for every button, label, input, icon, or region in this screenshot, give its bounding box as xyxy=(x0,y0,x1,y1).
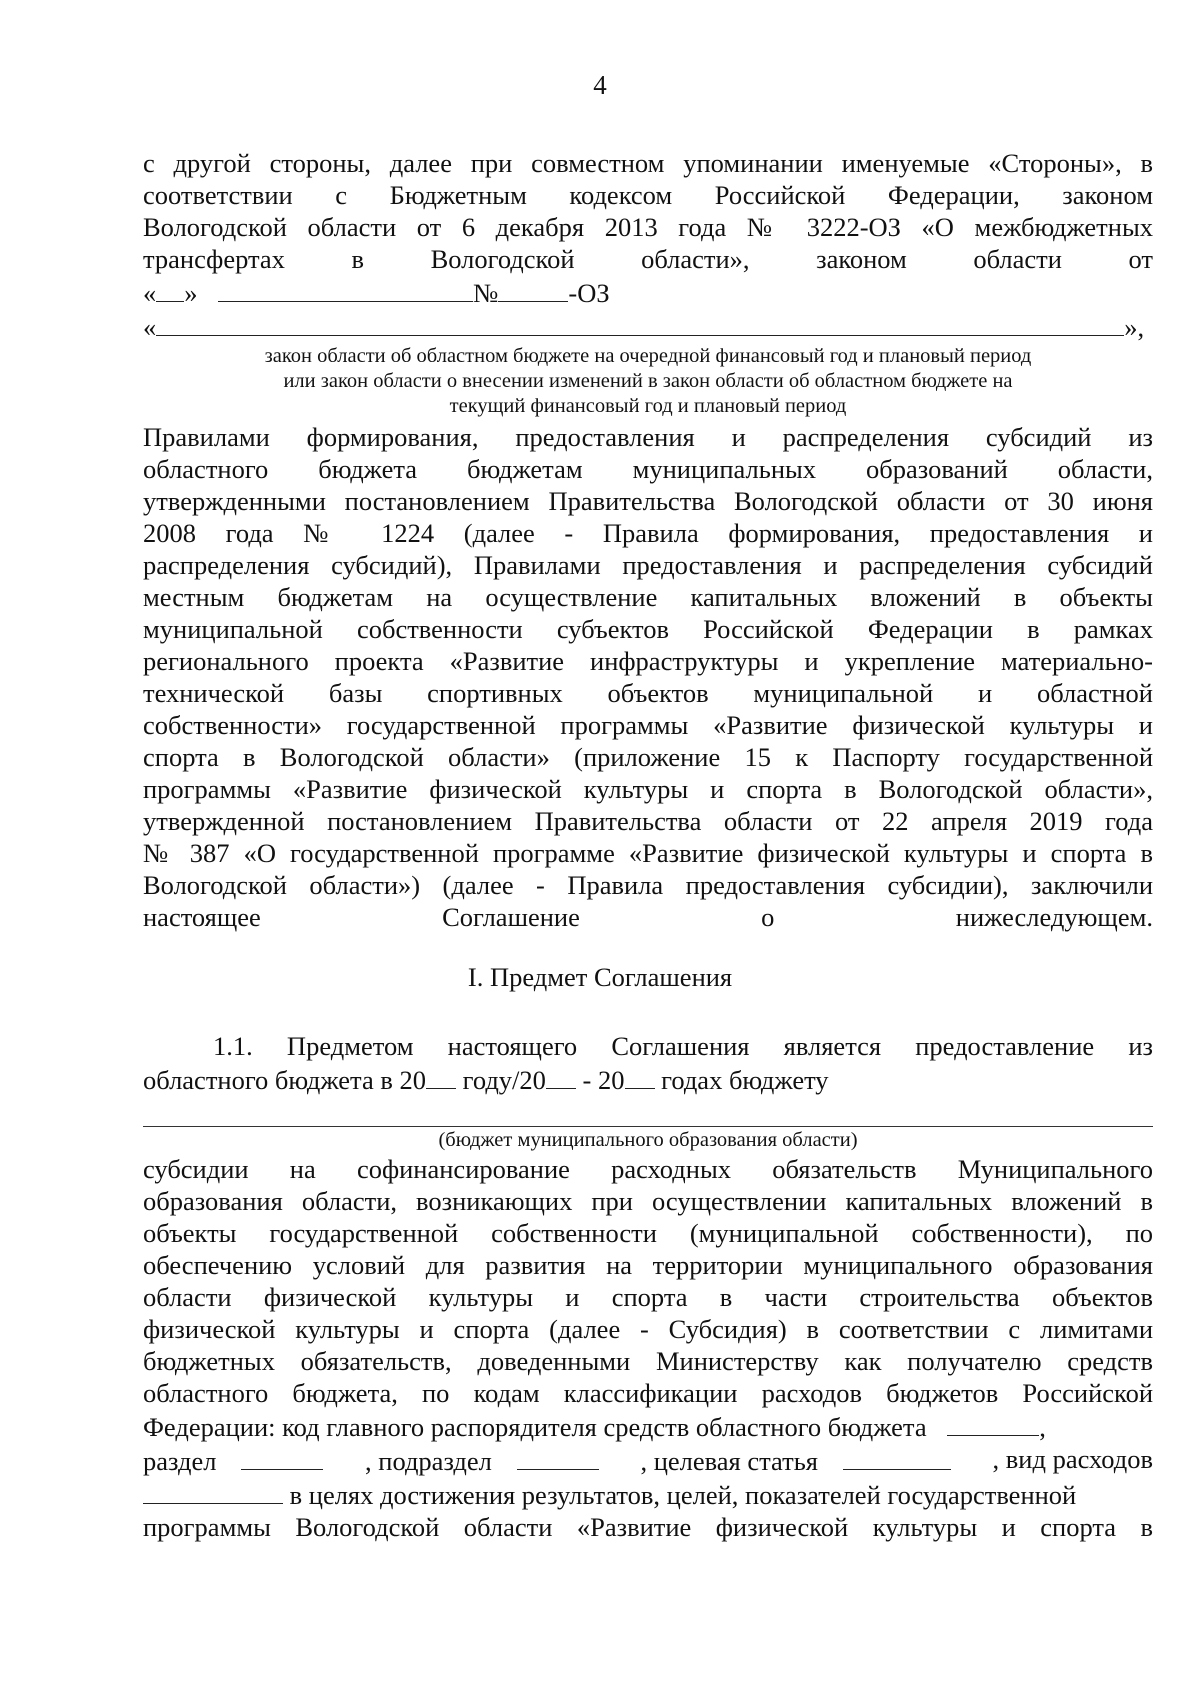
year-text: годах бюджету xyxy=(654,1065,829,1095)
text-line xyxy=(143,1062,1153,1096)
text-line xyxy=(143,1409,1153,1443)
text-line: № 387 «О государственной программе «Развитие физической культуры и спорта в xyxy=(143,838,1153,868)
celevaya-label: , целевая статья xyxy=(640,1446,818,1476)
text-line: спорта в Вологодской области» (приложение 15 к Паспорту государственной xyxy=(143,742,1153,772)
section-heading: I. Предмет Соглашения xyxy=(467,962,733,992)
year-prefix: областного бюджета в 20 xyxy=(143,1065,426,1095)
year-blank xyxy=(426,1062,456,1089)
text-line: 2008 года № 1224 (далее - Правила формирования, предоставления и xyxy=(143,518,1153,548)
text-line: программы Вологодской области «Развитие физической культуры и спорта в xyxy=(143,1512,1153,1542)
text-line: регионального проекта «Развитие инфраструктуры и укрепление материально- xyxy=(143,646,1153,676)
text-line: областного бюджета бюджетам муниципальных образований области, xyxy=(143,454,1153,484)
text-line: настоящее Соглашение о нижеследующем. xyxy=(143,902,1153,932)
vid-blank xyxy=(143,1477,283,1504)
number-sign: № xyxy=(473,278,499,308)
budget-code-lines xyxy=(143,1409,1153,1543)
law-number-blank xyxy=(498,275,568,302)
razdel-blank xyxy=(241,1443,323,1470)
year-blank xyxy=(625,1062,655,1089)
text-line: программы «Развитие физической культуры и спорта в Вологодской области», xyxy=(143,774,1153,804)
code-blank xyxy=(947,1409,1039,1436)
code-label: Федерации: код главного распорядителя средств областного бюджета xyxy=(143,1412,927,1442)
quote-open: « xyxy=(143,312,157,342)
text-line: объекты государственной собственности (муниципальной собственности), по xyxy=(143,1218,1153,1248)
month-year-blank xyxy=(218,275,473,302)
text-line xyxy=(143,1443,1153,1477)
podrazdel-label: , подраздел xyxy=(365,1446,492,1476)
comma: , xyxy=(1039,1412,1046,1442)
text-line: утвержденной постановлением Правительства области от 22 апреля 2019 года xyxy=(143,806,1153,836)
text-line: соответствии с Бюджетным кодексом Российской Федерации, законом xyxy=(143,180,1153,210)
law-name-line xyxy=(143,309,1153,343)
text-line: 1.1. Предметом настоящего Соглашения является предоставление из xyxy=(213,1031,1153,1061)
law-reference-line xyxy=(143,275,1153,309)
law-caption xyxy=(143,344,1153,419)
podrazdel-blank xyxy=(517,1443,599,1470)
text-line: трансфертах в Вологодской области», законом области от xyxy=(143,244,1153,274)
law-suffix: -ОЗ xyxy=(568,278,610,308)
text-line: утвержденными постановлением Правительства Вологодской области от 30 июня xyxy=(143,486,1153,516)
quote-open: « xyxy=(143,278,157,308)
budget-name-blank xyxy=(143,1126,1153,1127)
text-line: местным бюджетам на осуществление капитальных вложений в объекты xyxy=(143,582,1153,612)
text-line: физической культуры и спорта (далее - Субсидия) в соответствии с лимитами xyxy=(143,1314,1153,1344)
text-line xyxy=(143,1477,1153,1511)
page-number: 4 xyxy=(593,70,607,100)
day-blank xyxy=(156,275,184,302)
text-line: областного бюджета, по кодам классификации расходов бюджетов Российской xyxy=(143,1378,1153,1408)
year-text: - 20 xyxy=(575,1065,625,1095)
text-line: собственности» государственной программы «Развитие физической культуры и xyxy=(143,710,1153,740)
text-line: Правилами формирования, предоставления и распределения субсидий из xyxy=(143,422,1153,452)
celevaya-group xyxy=(640,1443,950,1477)
razdel-label: раздел xyxy=(143,1446,217,1476)
text-line: субсидии на софинансирование расходных обязательств Муниципального xyxy=(143,1154,1153,1184)
text-line: Вологодской области») (далее - Правила предоставления субсидии), заключили xyxy=(143,870,1153,900)
text-line: технической базы спортивных объектов муниципальной и областной xyxy=(143,678,1153,708)
subsidy-paragraph xyxy=(143,1153,1153,1409)
text-line: распределения субсидий), Правилами предоставления и распределения субсидий xyxy=(143,550,1153,580)
vid-label: , вид расходов xyxy=(992,1444,1153,1474)
caption-line: текущий финансовый год и плановый период xyxy=(449,395,847,417)
text-line: обеспечению условий для развития на территории муниципального образования xyxy=(143,1250,1153,1280)
subject-paragraph xyxy=(143,1030,1153,1096)
text-line: с другой стороны, далее при совместном упоминании именуемые «Стороны», в xyxy=(143,148,1153,178)
razdel-group xyxy=(143,1443,323,1477)
rules-paragraph xyxy=(143,421,1153,933)
text-line: образования области, возникающих при осуществлении капитальных вложений в xyxy=(143,1186,1153,1216)
quote-close: », xyxy=(1124,312,1145,342)
caption-line: закон области об областном бюджете на очередной финансовый год и плановый период xyxy=(264,345,1032,367)
budget-caption: (бюджет муниципального образования области) xyxy=(438,1129,858,1151)
text-line: муниципальной собственности субъектов Российской Федерации в рамках xyxy=(143,614,1153,644)
quote-close: » xyxy=(184,278,198,308)
year-text: году/20 xyxy=(456,1065,546,1095)
law-name-blank xyxy=(156,309,1124,336)
goals-text: в целях достижения результатов, целей, показателей государственной xyxy=(283,1480,1077,1510)
podrazdel-group xyxy=(365,1443,599,1477)
text-line: бюджетных обязательств, доведенными Министерству как получателю средств xyxy=(143,1346,1153,1376)
intro-paragraph xyxy=(143,147,1153,275)
year-blank xyxy=(546,1062,576,1089)
text-line: Вологодской области от 6 декабря 2013 года № 3222-ОЗ «О межбюджетных xyxy=(143,212,1153,242)
text-line: области физической культуры и спорта в части строительства объектов xyxy=(143,1282,1153,1312)
celevaya-blank xyxy=(843,1443,951,1470)
caption-line: или закон области о внесении изменений в закон области об областном бюджете на xyxy=(283,370,1013,392)
